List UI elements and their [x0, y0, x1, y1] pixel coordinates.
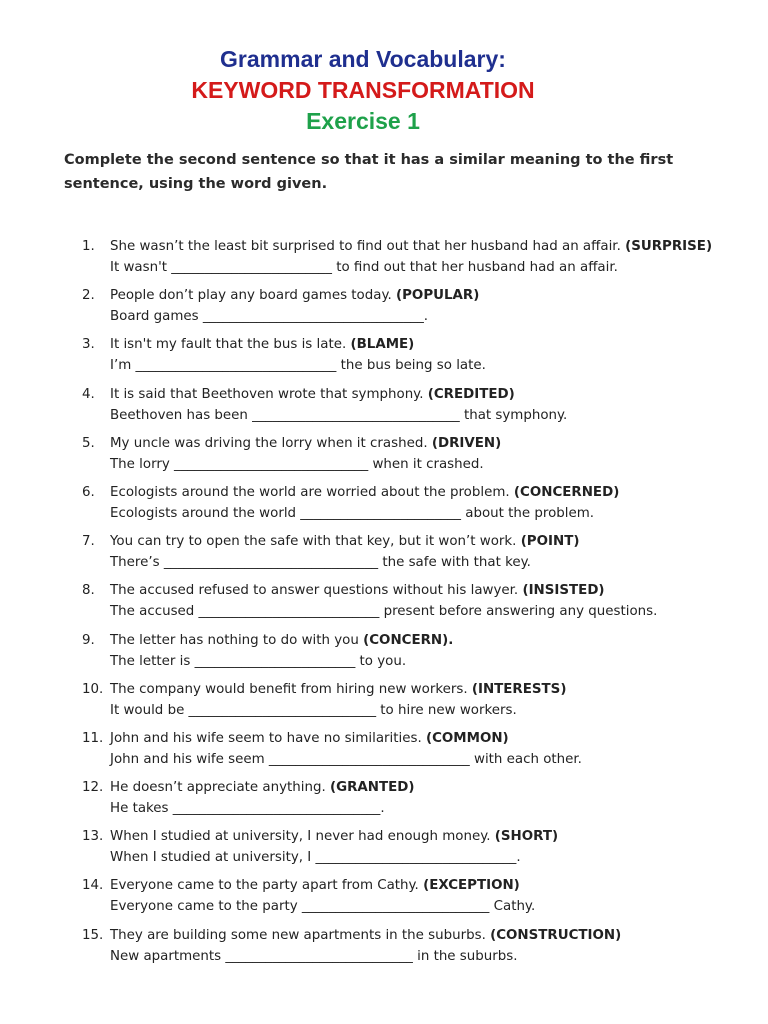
item-number: 4.	[82, 386, 95, 402]
original-sentence: People don’t play any board games today.	[110, 288, 396, 304]
item-text	[110, 334, 486, 376]
original-sentence-line	[110, 826, 558, 847]
item-text	[110, 384, 567, 426]
original-sentence-line	[110, 334, 486, 355]
exercise-item	[0, 236, 768, 285]
exercise-item	[0, 384, 768, 433]
original-sentence-line	[110, 580, 657, 601]
item-number: 6.	[82, 484, 95, 500]
transformed-sentence-prompt: Ecologists around the world ________________________ about the problem.	[110, 505, 595, 521]
exercise-item	[0, 777, 768, 826]
original-sentence: When I studied at university, I never had enough money.	[110, 829, 495, 845]
transformed-sentence-prompt: The lorry _____________________________ when it crashed.	[110, 456, 484, 472]
item-text	[110, 531, 579, 573]
original-sentence: Everyone came to the party apart from Cathy.	[110, 878, 424, 894]
item-text	[110, 433, 501, 475]
original-sentence: It is said that Beethoven wrote that symphony.	[110, 386, 428, 402]
original-sentence: The accused refused to answer questions without his lawyer.	[110, 583, 523, 599]
transformed-sentence-prompt: Board games _________________________________.	[110, 309, 429, 325]
exercise-item	[0, 875, 768, 924]
original-sentence: She wasn’t the least bit surprised to find out that her husband had an affair.	[110, 239, 626, 254]
transformed-sentence-prompt: He takes _______________________________.	[110, 801, 385, 817]
keyword: (BLAME)	[350, 337, 415, 353]
keyword: (DRIVEN)	[431, 435, 502, 451]
keyword: (INTERESTS)	[471, 681, 567, 697]
transformed-sentence-prompt: Everyone came to the party ____________________________ Cathy.	[110, 899, 536, 915]
instructions: Complete the second sentence so that it has a similar meaning to the first sentence, using the word given.	[64, 152, 674, 192]
keyword: (COMMON)	[425, 730, 509, 746]
item-number: 15.	[82, 927, 104, 943]
original-sentence: He doesn’t appreciate anything.	[110, 780, 330, 796]
exercise-item	[0, 826, 768, 875]
item-text	[110, 777, 415, 819]
keyword: (CREDITED)	[427, 386, 515, 402]
item-number: 14.	[82, 878, 104, 894]
keyword: (GRANTED)	[329, 780, 415, 796]
original-sentence-line	[110, 285, 479, 306]
item-number: 9.	[82, 632, 95, 648]
keyword: (INSISTED)	[522, 583, 605, 599]
item-number: 11.	[82, 730, 104, 746]
item-number: 1.	[82, 239, 95, 254]
transformed-sentence-prompt: It would be ____________________________ to hire new workers.	[110, 702, 517, 718]
exercise-list	[0, 236, 768, 974]
transformed-sentence-prompt: I’m ______________________________ the bus being so late.	[110, 358, 486, 374]
worksheet-title: Grammar and Vocabulary:	[220, 46, 506, 72]
exercise-item	[0, 580, 768, 629]
transformed-sentence-prompt: The letter is ________________________ to you.	[110, 653, 407, 669]
original-sentence: The letter has nothing to do with you	[110, 632, 364, 648]
original-sentence: My uncle was driving the lorry when it crashed.	[110, 435, 432, 451]
item-text	[110, 580, 657, 622]
exercise-item	[0, 728, 768, 777]
title-block	[0, 44, 726, 137]
original-sentence: Ecologists around the world are worried about the problem.	[110, 484, 514, 500]
original-sentence-line	[110, 433, 501, 454]
item-text	[110, 679, 566, 721]
item-number: 10.	[82, 681, 104, 697]
exercise-item	[0, 630, 768, 679]
original-sentence-line	[110, 679, 566, 700]
item-text	[110, 925, 621, 967]
original-sentence-line	[110, 630, 453, 651]
item-number: 5.	[82, 435, 95, 451]
original-sentence-line	[110, 236, 712, 257]
item-number: 13.	[82, 829, 104, 845]
original-sentence: The company would benefit from hiring new workers.	[110, 681, 472, 697]
original-sentence: They are building some new apartments in the suburbs.	[110, 927, 491, 943]
keyword: (POINT)	[520, 534, 580, 550]
keyword: (CONCERNED)	[513, 484, 620, 500]
exercise-label: Exercise 1	[306, 108, 420, 134]
item-text	[110, 285, 479, 327]
transformed-sentence-prompt: It wasn't ________________________ to find out that her husband had an affair.	[110, 260, 618, 275]
transformed-sentence-prompt: There’s ________________________________ the safe with that key.	[110, 555, 531, 571]
exercise-item	[0, 285, 768, 334]
exercise-item	[0, 679, 768, 728]
keyword: (EXCEPTION)	[423, 878, 520, 894]
exercise-item	[0, 334, 768, 383]
item-text	[110, 482, 619, 524]
exercise-item	[0, 925, 768, 974]
keyword: (CONSTRUCTION)	[490, 927, 622, 943]
item-number: 2.	[82, 288, 95, 304]
original-sentence-line	[110, 531, 579, 552]
transformed-sentence-prompt: John and his wife seem ______________________________ with each other.	[110, 751, 582, 767]
original-sentence: You can try to open the safe with that key, but it won’t work.	[110, 534, 521, 550]
original-sentence-line	[110, 875, 535, 896]
item-number: 8.	[82, 583, 95, 599]
transformed-sentence-prompt: When I studied at university, I ______________________________.	[110, 850, 521, 866]
worksheet-subtitle: KEYWORD TRANSFORMATION	[191, 77, 535, 103]
original-sentence-line	[110, 728, 582, 749]
transformed-sentence-prompt: Beethoven has been _______________________________ that symphony.	[110, 407, 568, 423]
original-sentence: It isn't my fault that the bus is late.	[110, 337, 351, 353]
item-number: 12.	[82, 780, 104, 796]
original-sentence-line	[110, 482, 619, 503]
original-sentence-line	[110, 777, 415, 798]
item-text	[110, 236, 712, 278]
keyword: (CONCERN).	[363, 632, 454, 648]
item-text	[110, 875, 535, 917]
keyword: (SHORT)	[494, 829, 559, 845]
item-number: 7.	[82, 534, 95, 550]
original-sentence: John and his wife seem to have no similarities.	[110, 730, 426, 746]
keyword: (SURPRISE)	[625, 239, 713, 254]
exercise-item	[0, 531, 768, 580]
item-text	[110, 728, 582, 770]
keyword: (POPULAR)	[396, 288, 480, 304]
item-text	[110, 826, 558, 868]
transformed-sentence-prompt: New apartments ____________________________ in the suburbs.	[110, 948, 518, 964]
transformed-sentence-prompt: The accused ___________________________ present before answering any questions.	[110, 604, 658, 620]
exercise-item	[0, 433, 768, 482]
item-number: 3.	[82, 337, 95, 353]
exercise-item	[0, 482, 768, 531]
original-sentence-line	[110, 925, 621, 946]
original-sentence-line	[110, 384, 567, 405]
item-text	[110, 630, 453, 672]
